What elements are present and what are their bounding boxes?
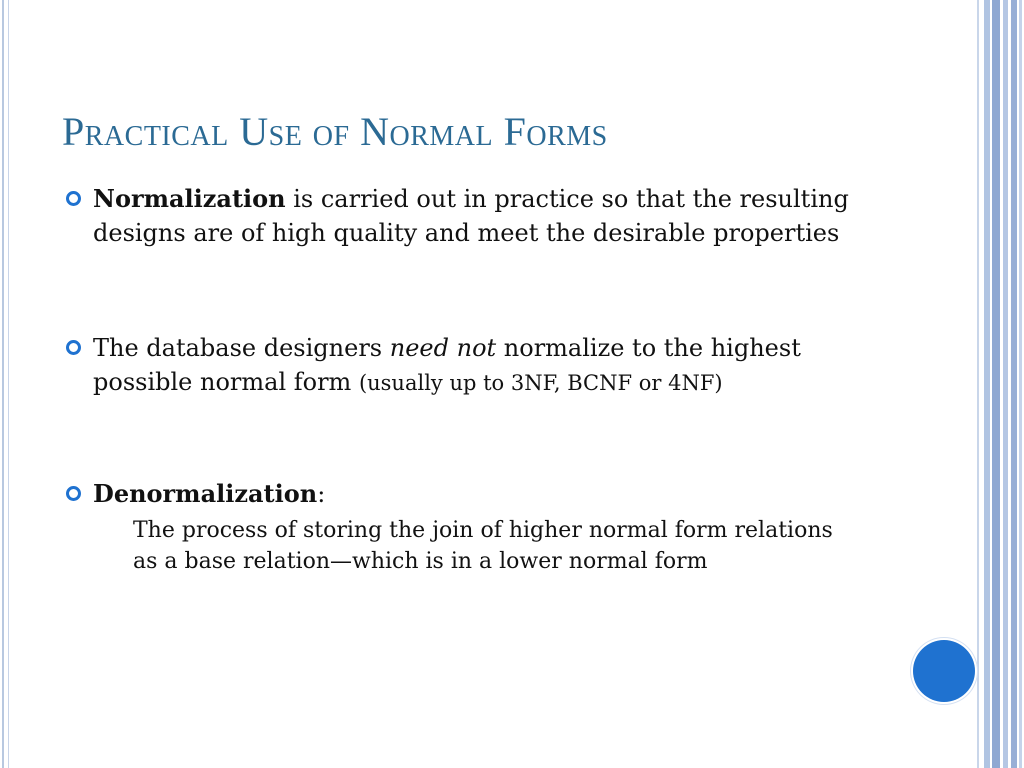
sub-bullet-definition: The process of storing the join of higher normal form relations as a base relation—which is in a lower normal form: [133, 518, 833, 574]
left-border-line: [2, 0, 4, 768]
right-decorative-bar: [984, 0, 990, 768]
bullet-normalization: [93, 182, 883, 250]
bullet-parenthetical: (usually up to 3NF, BCNF or 4NF): [358, 371, 723, 395]
bullet-colon: :: [317, 480, 326, 508]
bullet-italic-phrase: need not: [389, 334, 497, 362]
right-decorative-bar: [1011, 0, 1017, 768]
bullet-text-mid: normalize to the highest possible normal form: [93, 334, 801, 396]
bullet-designers: [93, 331, 883, 400]
right-decorative-bar: [992, 0, 1000, 768]
right-decorative-bar: [977, 0, 979, 768]
bullet-text: is carried out in practice so that the resulting designs are of high quality and meet the desirable properties: [93, 185, 849, 247]
decorative-circle: [913, 640, 975, 702]
right-decorative-bar: [1019, 0, 1022, 768]
bullet-denormalization: [93, 477, 883, 511]
bullet-bold-term: Normalization: [93, 184, 286, 213]
bullet-bold-term: Denormalization: [93, 479, 318, 508]
left-border-line: [8, 0, 9, 768]
ring-bullet-icon: [66, 486, 81, 501]
bullet-text-lead: The database designers: [93, 334, 390, 362]
slide-title: Practical Use of Normal Forms: [62, 109, 608, 154]
right-decorative-bar: [1003, 0, 1008, 768]
ring-bullet-icon: [66, 191, 81, 206]
ring-bullet-icon: [66, 340, 81, 355]
